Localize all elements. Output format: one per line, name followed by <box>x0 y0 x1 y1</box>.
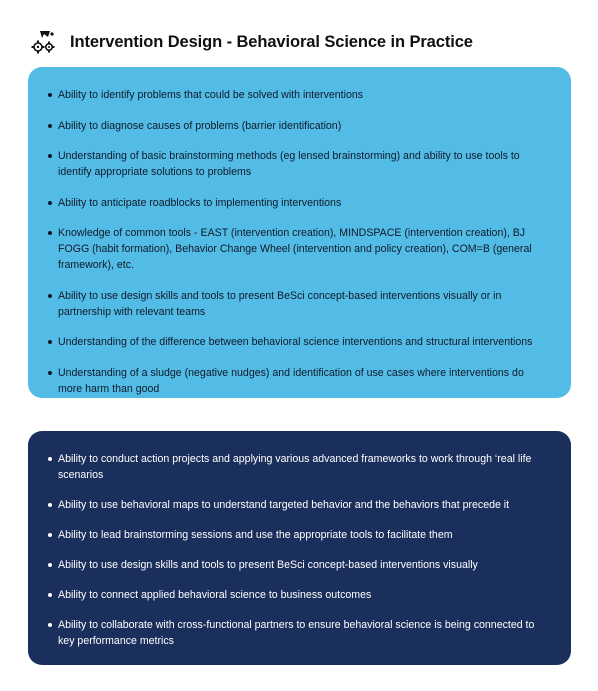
list-item: Ability to use behavioral maps to understand targeted behavior and the behaviors that precede it <box>48 497 549 513</box>
list-item: Understanding of basic brainstorming methods (eg lensed brainstorming) and ability to use tools to identify appropriate solutions to problems <box>48 148 549 180</box>
advanced-skills-list <box>48 451 549 649</box>
list-item: Ability to use design skills and tools to present BeSci concept-based interventions visually <box>48 557 549 573</box>
list-item: Ability to diagnose causes of problems (barrier identification) <box>48 118 549 134</box>
foundational-skills-card <box>28 67 571 398</box>
list-item: Understanding of the difference between behavioral science interventions and structural interventions <box>48 334 549 350</box>
list-item: Ability to conduct action projects and applying various advanced frameworks to work through ‘real life scenarios <box>48 451 549 483</box>
advanced-skills-card <box>28 431 571 665</box>
list-item: Ability to use design skills and tools to present BeSci concept-based interventions visually or in partnership with relevant teams <box>48 288 549 320</box>
page-header <box>30 28 473 56</box>
list-item: Ability to identify problems that could be solved with interventions <box>48 87 549 103</box>
list-item: Understanding of a sludge (negative nudges) and identification of use cases where interventions do more harm than good <box>48 365 549 397</box>
list-item: Ability to lead brainstorming sessions and use the appropriate tools to facilitate them <box>48 527 549 543</box>
list-item: Ability to connect applied behavioral science to business outcomes <box>48 587 549 603</box>
gears-icon <box>30 28 58 56</box>
list-item: Ability to collaborate with cross-functional partners to ensure behavioral science is being connected to key performance metrics <box>48 617 549 649</box>
list-item: Knowledge of common tools - EAST (intervention creation), MINDSPACE (intervention creation), BJ FOGG (habit formation), Behavior Change Wheel (intervention and policy creation), COM=B (general framework), etc. <box>48 225 549 273</box>
list-item: Ability to anticipate roadblocks to implementing interventions <box>48 195 549 211</box>
page-title: Intervention Design - Behavioral Science in Practice <box>70 32 473 51</box>
foundational-skills-list <box>48 87 549 397</box>
